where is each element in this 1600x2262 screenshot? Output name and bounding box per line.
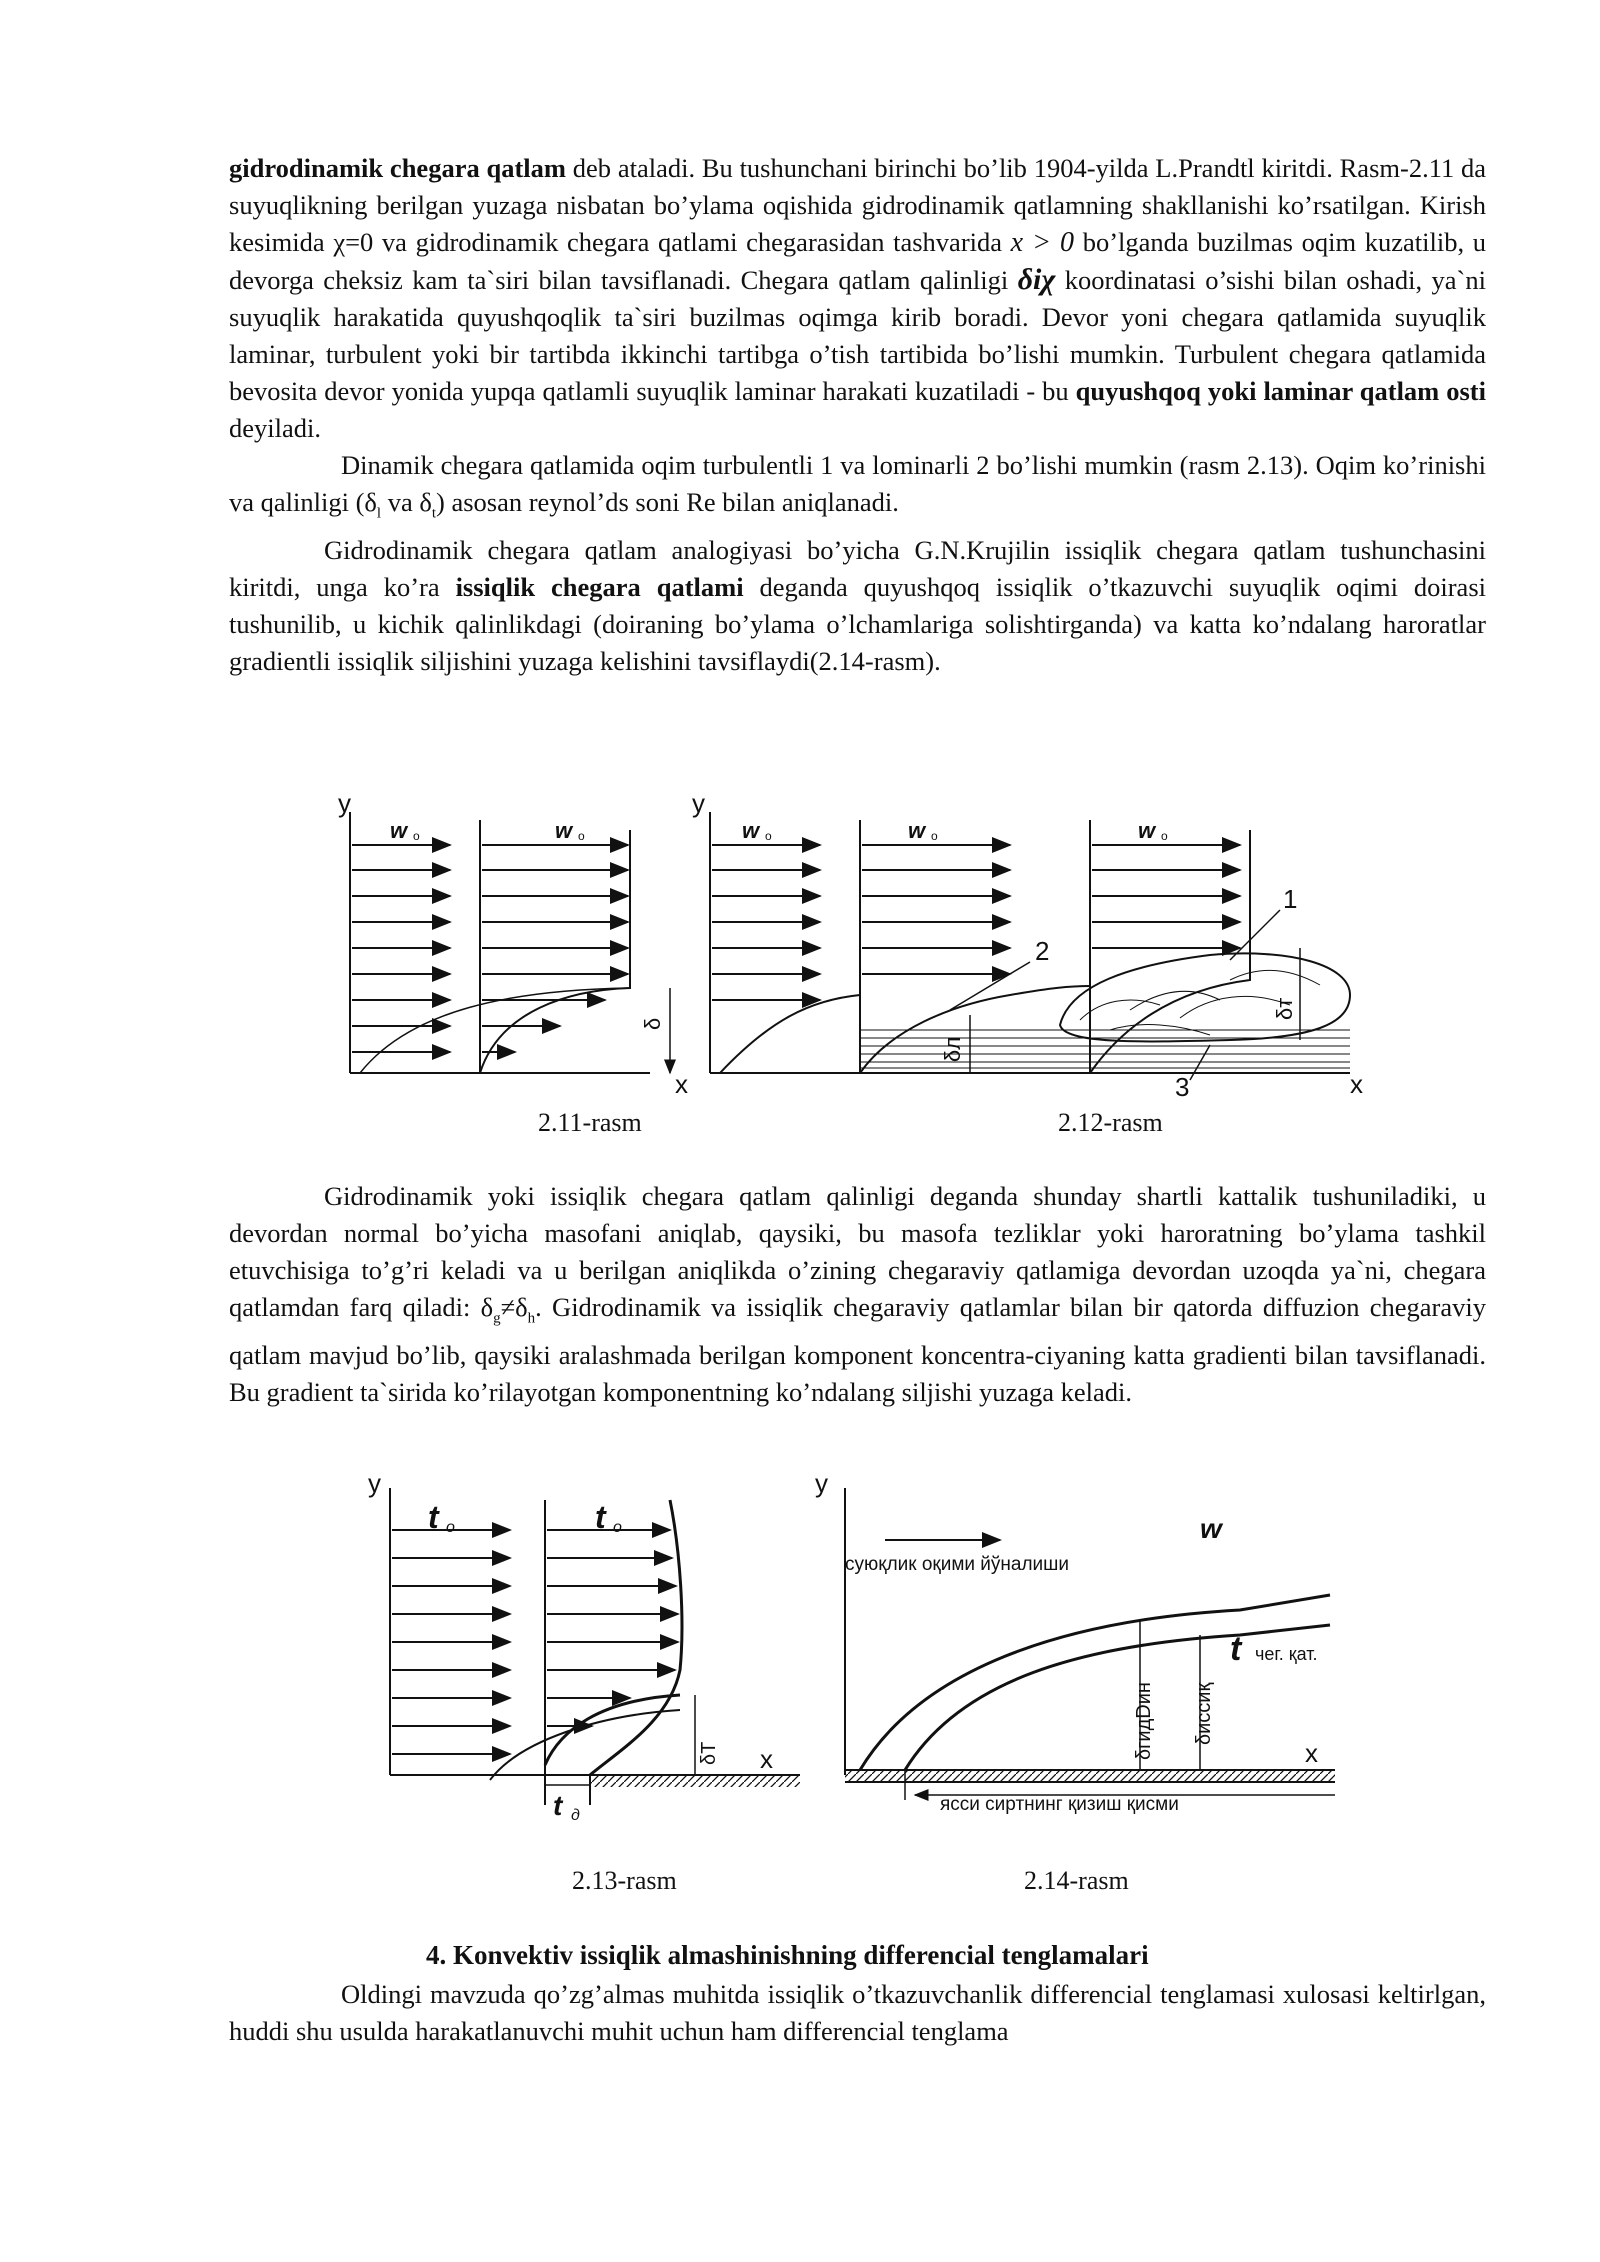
svg-text:t: t <box>553 1790 563 1821</box>
svg-text:x: x <box>1350 1069 1363 1099</box>
x-axis-label: x <box>675 1069 688 1099</box>
svg-text:δл: δл <box>940 1036 965 1062</box>
svg-text:3: 3 <box>1175 1072 1190 1102</box>
section-heading: 4. Konvektiv issiqlik almashinishning differencial tenglamalari <box>426 1940 1149 1970</box>
svg-text:o: o <box>413 829 420 843</box>
page-body-3 <box>229 1976 1486 2050</box>
svg-text:o: o <box>1161 829 1168 843</box>
svg-text:o: o <box>931 829 938 843</box>
svg-text:y: y <box>815 1470 828 1498</box>
svg-text:ясси сиртнинг қизиш қисми: ясси сиртнинг қизиш қисми <box>940 1794 1179 1815</box>
svg-text:o: o <box>578 829 585 843</box>
caption-2-14: 2.14-rasm <box>1024 1866 1129 1895</box>
svg-text:o: o <box>446 1519 455 1536</box>
caption-2-12: 2.12-rasm <box>1058 1108 1163 1137</box>
math-delta-chi: δiχ <box>1017 263 1056 296</box>
paragraph-4: Gidrodinamik yoki issiqlik chegara qatlam qalinligi deganda shunday shartli kattalik tushuniladiki, u devordan normal bo’yicha masofani aniqlab, qaysiki, bu masofa tezliklar yoki haroratning bo’ylama tashkil etuvchisiga to’g’ri keladi va u berilgan aniqlikda o’zining chegaraviy qatlamiga devordan uzoqda ya`ni, chegara qatlamdan farq qiladi: $\delta_g\ne\delta_h$. Gidrodinamik va issiqlik chegaraviy qatlamlar bilan bir qatorda diffuzion chegaraviy qatlam mavjud bo’lib, qaysiki aralashmada berilgan komponent koncentra-ciyaning katta gradienti bilan tavsiflanadi. Bu gradient ta`sirida ko’rilayotgan komponentning ko’ndalang siljishi yuzaga keladi. <box>229 1181 1486 1408</box>
svg-text:w: w <box>1200 1513 1222 1544</box>
svg-text:x: x <box>760 1744 773 1774</box>
term-hydrodynamic-boundary-layer: gidrodinamik chegara qatlam <box>229 153 566 183</box>
paragraph-1: gidrodinamik chegara qatlam deb ataladi. Bu tushunchani birinchi bo’lib 1904-yilda L.Prandtl kiritdi. Rasm-2.11 da suyuqlikning berilgan yuzaga nisbatan bo’ylama oqishida gidrodinamik qatlamning shakllanishi ko’rsatilgan. Kirish kesimida χ=0 va gidrodinamik chegara qatlami chegarasidan tashvarida x > 0 bo’lganda buzilmas oqim kuzatilib, u devorga cheksiz kam ta`siri bilan tavsiflanadi. Chegara qatlam qalinligi δiχ koordinatasi o’sishi bilan oshadi, ya`ni suyuqlik harakatida quyushqoqlik ta`siri buzilmas oqimga kirib boradi. Devor yoni chegara qatlamida suyuqlik laminar, turbulent yoki bir tartibda ikkinchi tartibga o’tish tartibida bo’lishi mumkin. Turbulent chegara qatlamida bevosita devor yonida yupqa qatlamli suyuqlik laminar harakati kuzatiladi - bu quyushqoq yoki laminar qatlam osti deyiladi. <box>229 153 1487 443</box>
svg-text:w: w <box>390 818 408 843</box>
svg-text:x: x <box>1305 1738 1318 1768</box>
paragraph-5: Oldingi mavzuda qo’zg’almas muhitda issiqlik o’tkazuvchanlik differencial tenglamasi xulosasi keltirlgan, huddi shu usulda harakatlanuvchi muhit uchun ham differencial tenglama <box>229 1979 1486 2046</box>
paragraph-2: Dinamik chegara qatlamida oqim turbulentli 1 va lominarli 2 bo’lishi mumkin (rasm 2.13). Oqim ko’rinishi va qalinligi ($\delta_l$ va $\delta_t$) asosan reynol’ds soni Re bilan aniqlanadi. <box>229 450 1486 522</box>
delta-label: δ <box>640 1017 665 1030</box>
svg-text:чег. қат.: чег. қат. <box>1255 1644 1318 1664</box>
svg-text:w: w <box>1138 818 1156 843</box>
term-thermal-boundary-layer: issiqlik chegara qatlami <box>455 572 744 603</box>
math-x-gt-0: x > 0 <box>1010 227 1075 258</box>
svg-text:1: 1 <box>1283 884 1298 914</box>
svg-text:o: o <box>765 829 772 843</box>
paragraph-3: Gidrodinamik chegara qatlam analogiyasi bo’yicha G.N.Krujilin issiqlik chegara qatlam tushunchasini kiritdi, unga ko’ra issiqlik chegara qatlami deganda quyushqoq issiqlik o’tkazuvchi suyuqlik oqimi doirasi tushunilib, u kichik qalinlikdagi (doiraning bo’ylama o’lchamlariga solishtirganda) va katta ko’ndalang haroratlar gradientli issiqlik siljishini yuzaga kelishini tavsiflaydi(2.14-rasm). <box>229 535 1486 677</box>
svg-text:w: w <box>908 818 926 843</box>
caption-2-13: 2.13-rasm <box>572 1866 677 1895</box>
svg-text:δТ: δТ <box>698 1741 720 1765</box>
svg-text:w: w <box>555 818 573 843</box>
term-laminar-sublayer: quyushqoq yoki laminar qatlam osti <box>1075 376 1486 406</box>
svg-text:2: 2 <box>1035 936 1050 966</box>
caption-2-11: 2.11-rasm <box>538 1108 642 1137</box>
svg-text:y: y <box>692 790 705 818</box>
svg-text:t: t <box>1230 1630 1242 1668</box>
svg-text:t: t <box>595 1499 606 1535</box>
svg-text:суюқлик оқими йўналиши: суюқлик оқими йўналиши <box>845 1554 1070 1575</box>
y-axis-label: y <box>338 790 351 818</box>
svg-text:w: w <box>742 818 760 843</box>
svg-text:y: y <box>368 1470 381 1498</box>
svg-text:д: д <box>571 1807 580 1824</box>
figure-2-13-2-14 <box>360 1470 1360 1845</box>
svg-text:δиссиқ: δиссиқ <box>1193 1682 1215 1745</box>
figure-2-11-2-12 <box>330 790 1380 1105</box>
page-body <box>229 150 1486 680</box>
svg-text:δгидDин: δгидDин <box>1133 1682 1155 1760</box>
svg-text:δт: δт <box>1272 997 1297 1020</box>
svg-text:t: t <box>428 1499 439 1535</box>
svg-text:o: o <box>613 1519 622 1536</box>
page-body-2 <box>229 1178 1486 1411</box>
